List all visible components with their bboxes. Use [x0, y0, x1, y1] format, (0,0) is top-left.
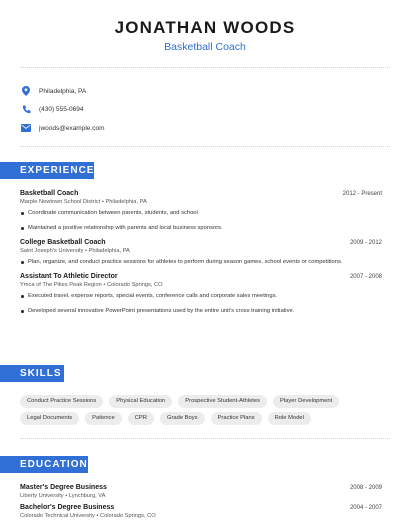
job-org: Ymca of The Pikes Peak Region	[20, 282, 102, 288]
education-list	[20, 484, 382, 524]
contact-phone	[20, 101, 390, 119]
divider	[20, 438, 390, 439]
map-pin-icon	[20, 85, 32, 97]
phone-text: (430) 555-0694	[39, 106, 84, 113]
degree-title: Bachelor's Degree Business	[20, 504, 115, 511]
degree-title: Master's Degree Business	[20, 484, 107, 491]
phone-icon	[20, 104, 32, 116]
contact-email	[20, 119, 390, 137]
divider	[20, 146, 390, 147]
job-dates: 2009 - 2012	[349, 240, 382, 246]
skill-chip: Legal Documents	[20, 412, 79, 425]
skill-chip: Prospective Student-Athletes	[178, 395, 267, 408]
job-entry: Assistant To Athletic Director 2007 - 2008 Ymca of The Pikes Peak Region • Colorado Springs, CO Executed travel, expense reports, special events, conference calls and corporate sales meetings. Developed several innovative PowerPoint presentations used by the entire unit's cross training initiative.	[20, 273, 382, 314]
job-dates: 2007 - 2008	[349, 274, 382, 280]
job-bullet: Developed several innovative PowerPoint presentations used by the entire unit's cross training initiative.	[20, 307, 382, 315]
skill-chip: Conduct Practice Sessions	[20, 395, 103, 408]
experience-list	[20, 190, 382, 322]
job-bullet: Maintained a positive relationship with parents and local business sponsors.	[20, 224, 382, 232]
job-bullet: Coordinate communication between parents, students, and school.	[20, 209, 382, 217]
education-entry: Master's Degree Business 2008 - 2009 Liberty University • Lynchburg, VA	[20, 484, 382, 499]
skill-chip: CPR	[128, 412, 154, 425]
skill-chip: Patience	[85, 412, 122, 425]
skill-chip: Grade Boys	[160, 412, 205, 425]
education-dates: 2004 - 2007	[349, 505, 382, 511]
education-dates: 2008 - 2009	[349, 485, 382, 491]
job-location: Philadelphia, PA	[105, 199, 147, 205]
school-name: Liberty University	[20, 493, 64, 499]
experience-heading: EXPERIENCE	[0, 162, 94, 179]
education-heading: EDUCATION	[0, 456, 88, 473]
divider	[20, 67, 390, 68]
skill-chip: Practice Plans	[211, 412, 262, 425]
job-location: Philadelphia, PA	[88, 248, 130, 254]
skill-chip: Role Model	[268, 412, 311, 425]
resume-header	[0, 18, 410, 54]
job-entry: Basketball Coach 2012 - Present Marple Newtown School District • Philadelphia, PA Coordinate communication between parents, students, and school. Maintained a positive relationship with parents and local business sponsors.	[20, 190, 382, 231]
job-title: College Basketball Coach	[20, 239, 106, 246]
contact-location	[20, 82, 390, 100]
school-name: Colorado Technical University	[20, 513, 95, 519]
email-text[interactable]: jwoods@example.com	[39, 124, 105, 132]
skills-list	[20, 395, 390, 429]
job-entry: College Basketball Coach 2009 - 2012 Saint Joseph's University • Philadelphia, PA Plan, organize, and conduct practice sessions for athletes to perform during season games, school events or competitions.	[20, 239, 382, 265]
skill-chip: Physical Education	[109, 395, 172, 408]
school-location: Lynchburg, VA	[68, 493, 106, 499]
school-location: Colorado Springs, CO	[99, 513, 156, 519]
job-org: Saint Joseph's University	[20, 248, 84, 254]
job-title: Basketball Coach	[20, 190, 79, 197]
location-text: Philadelphia, PA	[39, 87, 87, 95]
envelope-icon	[20, 122, 32, 134]
job-bullet: Plan, organize, and conduct practice sessions for athletes to perform during season games, school events or competitions.	[20, 258, 382, 266]
skills-heading: SKILLS	[0, 365, 64, 382]
contact-list	[20, 82, 390, 138]
candidate-title: Basketball Coach	[164, 41, 246, 53]
job-org: Marple Newtown School District	[20, 199, 101, 205]
candidate-name: JONATHAN WOODS	[114, 18, 296, 37]
skill-chip: Player Development	[273, 395, 339, 408]
education-entry: Bachelor's Degree Business 2004 - 2007 Colorado Technical University • Colorado Springs, CO	[20, 504, 382, 519]
job-location: Colorado Springs, CO	[106, 282, 163, 288]
job-title: Assistant To Athletic Director	[20, 273, 118, 280]
job-bullet: Executed travel, expense reports, special events, conference calls and corporate sales meetings.	[20, 292, 382, 300]
job-dates: 2012 - Present	[342, 191, 382, 197]
